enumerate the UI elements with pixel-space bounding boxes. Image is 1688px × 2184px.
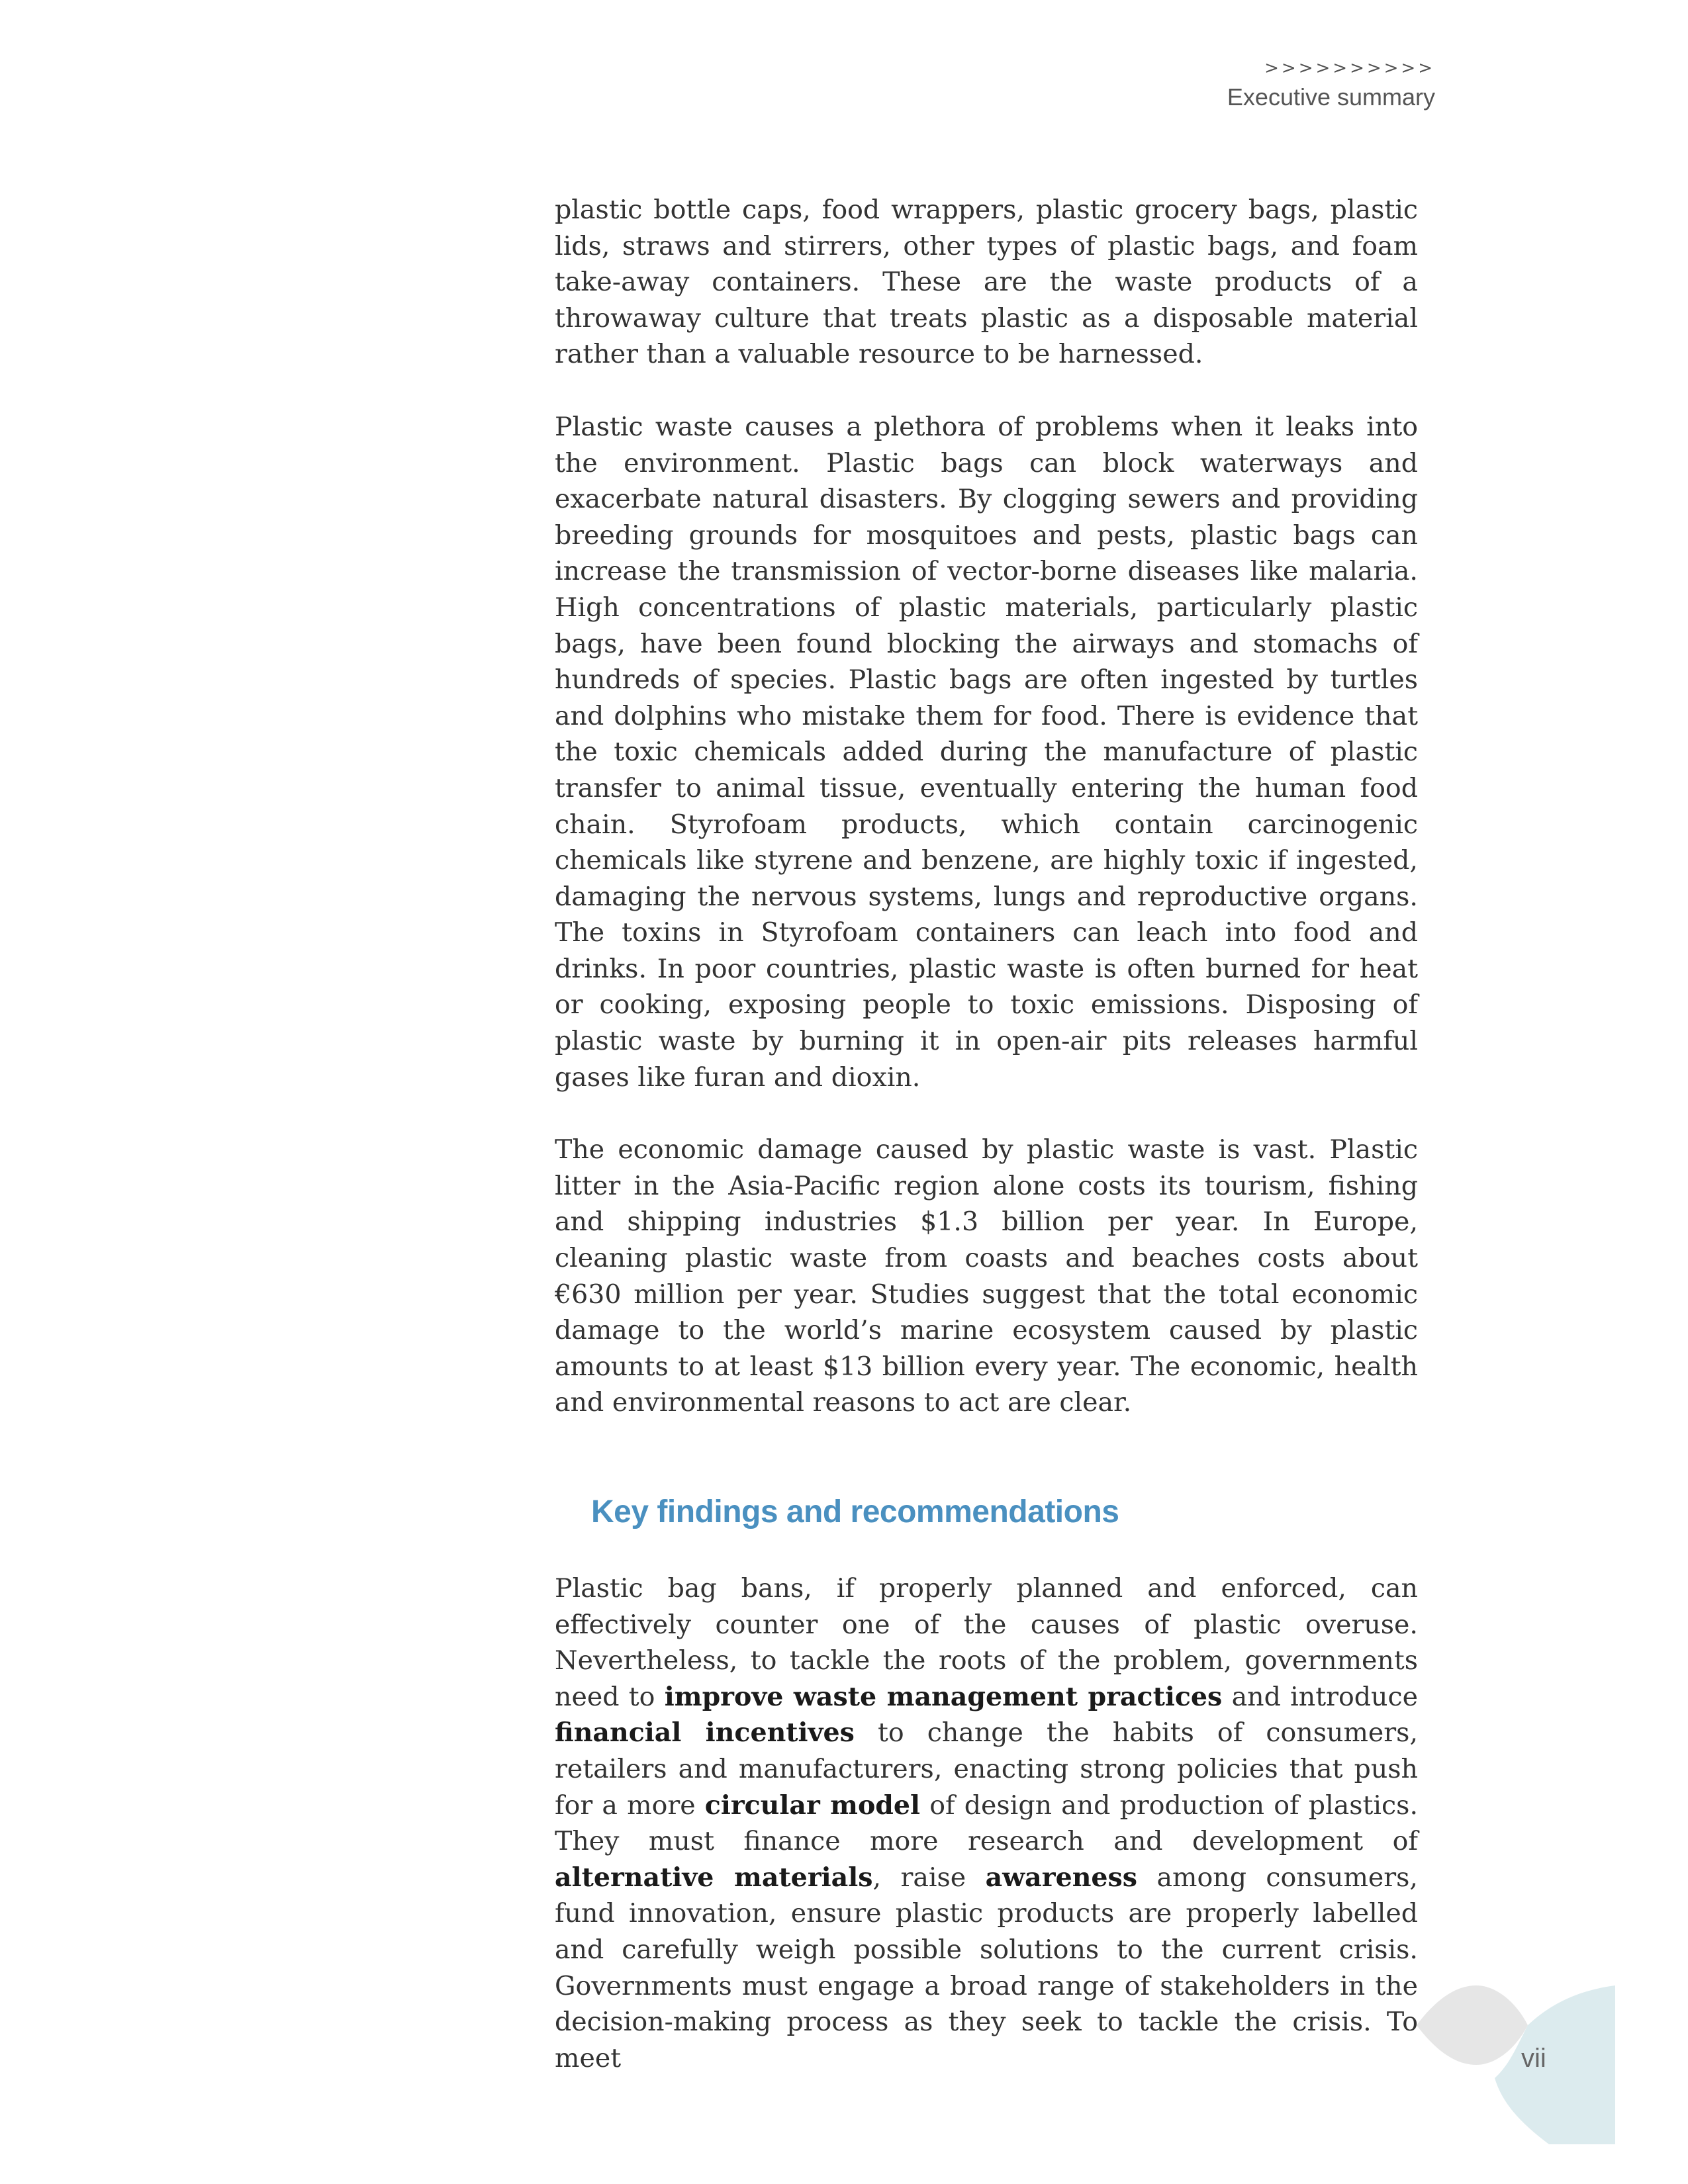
body-text bbox=[555, 192, 1418, 2076]
paragraph-4 bbox=[555, 1570, 1418, 2076]
p4-text-5: , raise bbox=[872, 1862, 986, 1893]
p4-text-2: and introduce bbox=[1222, 1681, 1418, 1712]
paragraph-3: The economic damage caused by plastic waste is vast. Plastic litter in the Asia-Pacific region alone costs its tourism, fishing and shipping industries $1.3 billion per year. In Europe, cleaning plastic waste from coasts and beaches costs about €630 million per year. Studies suggest that the total economic damage to the world’s marine ecosystem caused by plastic amounts to at least $13 billion every year. The economic, health and environmental reasons to act are clear. bbox=[555, 1134, 1418, 1418]
p4-bold-2: financial incentives bbox=[555, 1717, 855, 1749]
p4-bold-5: awareness bbox=[985, 1862, 1138, 1893]
p4-text-4: of design and production of plastics. They must finance more research and development of bbox=[555, 1790, 1419, 1857]
p4-bold-3: circular model bbox=[704, 1790, 921, 1821]
p4-text-1: Plastic bag bans, if properly planned and enforced, can effectively counter one of the causes of plastic overuse. Nevertheless, to tackle the roots of the problem, governments need to bbox=[555, 1573, 1418, 1712]
header-arrows: >>>>>>>>>> bbox=[1264, 58, 1435, 78]
p4-bold-4: alternative materials bbox=[555, 1862, 873, 1893]
header-section-title: Executive summary bbox=[1227, 83, 1435, 111]
page-corner-decoration bbox=[1417, 1985, 1615, 2144]
paragraph-2: Plastic waste causes a plethora of problems when it leaks into the environment. Plastic bags can block waterways and exacerbate natural disasters. By clogging sewers and providing breeding grounds for mosquitoes and pests, plastic bags can increase the transmission of vector-borne diseases like malaria. High concentrations of plastic materials, particularly plastic bags, have been found blocking the airways and stomachs of hundreds of species. Plastic bags are often ingested by turtles and dolphins who mistake them for food. There is evidence that the toxic chemicals added during the manufacture of plastic transfer to animal tissue, eventually entering the human food chain. Styrofoam products, which contain carcinogenic chemicals like styrene and benzene, are highly toxic if ingested, damaging the nervous systems, lungs and reproductive organs. The toxins in Styrofoam containers can leach into food and drinks. In poor countries, plastic waste is often burned for heat or cooking, exposing people to toxic emissions. Disposing of plastic waste by burning it in open-air pits releases harmful gases like furan and dioxin. bbox=[555, 411, 1418, 1093]
paragraph-1: plastic bottle caps, food wrappers, plastic grocery bags, plastic lids, straws and stirrers, other types of plastic bags, and foam take-away containers. These are the waste products of a throwaway culture that treats plastic as a disposable material rather than a valuable resource to be harnessed. bbox=[555, 195, 1418, 370]
p4-bold-1: improve waste management practices bbox=[664, 1681, 1223, 1712]
section-heading: Key findings and recommendations bbox=[591, 1494, 1119, 1529]
running-header bbox=[1227, 56, 1435, 114]
p4-text-6: among consumers, fund innovation, ensure plastic products are properly labelled and carefully weigh possible solutions to the current crisis. Governments must engage a broad range of stakeholders in the decision-making process as they seek to tackle the crisis. To meet bbox=[555, 1862, 1418, 2073]
corner-gray-leaf bbox=[1417, 1985, 1528, 2065]
page-number: vii bbox=[1521, 2044, 1546, 2073]
p4-text-3: to change the habits of consumers, retailers and manufacturers, enacting strong policies that push for a more bbox=[555, 1717, 1419, 1821]
